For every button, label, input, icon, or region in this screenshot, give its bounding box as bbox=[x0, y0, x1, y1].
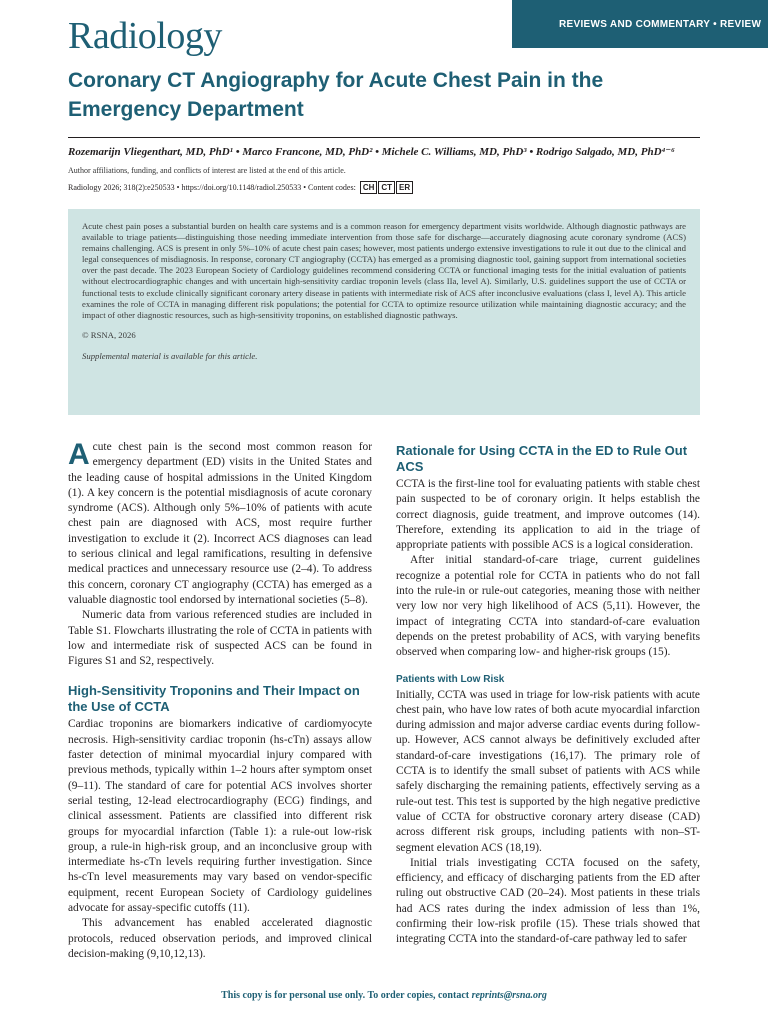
paragraph: This advancement has enabled accelerated diagnostic protocols, reduced observation periods, and improved clinical decision-making (9,10,12,13). bbox=[68, 917, 372, 960]
paragraph bbox=[68, 440, 372, 608]
supplemental-note: Supplemental material is available for this article. bbox=[82, 350, 258, 361]
abstract-box bbox=[68, 209, 700, 415]
abstract-copyright: © RSNA, 2026 bbox=[82, 329, 136, 340]
title-divider bbox=[68, 137, 700, 138]
article-title: Coronary CT Angiography for Acute Chest Pain in the Emergency Department bbox=[68, 69, 604, 121]
paragraph: Numeric data from various referenced studies are included in Table S1. Flowcharts illustrating the role of CCTA in patients with low and intermediate risk of suspected ACS can be found in Figures S1 and S2, respectively. bbox=[68, 609, 372, 668]
section-heading: High-Sensitivity Troponins and Their Impact on the Use of CCTA bbox=[68, 683, 360, 715]
paragraph: Initial trials investigating CCTA focused on the safety, efficiency, and efficacy of discharging patients from the ED after ruling out obstructive CAD (20–24). Most patients in these trials had ACS rates during the index admission of less than 1%, confirming their low-risk profile (15). These trials showed that integrating CCTA into the standard-of-care pathway led to safer bbox=[396, 856, 700, 946]
footer-notice bbox=[0, 990, 768, 1001]
affiliations-note: Author affiliations, funding, and conflicts of interest are listed at the end of this article. bbox=[68, 166, 346, 175]
content-code-badge[interactable]: CT bbox=[378, 181, 395, 194]
footer-text: This copy is for personal use only. To order copies, contact bbox=[221, 990, 470, 1001]
abstract-text: Acute chest pain poses a substantial burden on health care systems and is a common reason for emergency department visits worldwide. Although diagnostic pathways are available to triage patients—distinguishing those needing immediate intervention from those safe for discharge—accurately diagnosing acute coronary syndrome (ACS) remains challenging. ACS is present in only 5%–10% of acute chest pain cases; however, most patients undergo extensive investigations to rule it out due to the clinical and legal consequences of misdiagnosis. In response, coronary CT angiography (CCTA) has emerged as a promising diagnostic tool, gaining support from international societies over the past decade. The 2023 European Society of Cardiology guidelines recommend considering CCTA or functional imaging tests for the initial evaluation of patients without electrocardiographic changes and with uncertain high-sensitivity cardiac troponin levels (class IIa, level A). Similarly, U.S. guidelines support the use of CCTA or functional tests to exclude clinically significant coronary artery disease in patients with intermediate risk of ACS after inconclusive evaluations (class I, level A). This article examines the role of CCTA in managing different risk populations; the potential for CCTA to optimize resource utilization while maintaining diagnostic accuracy; and the impact of other diagnostic resources, such as high-sensitivity troponins, on established diagnostic pathways. bbox=[82, 221, 686, 320]
subsection-heading: Patients with Low Risk bbox=[396, 673, 505, 685]
author-list: Rozemarijn Vliegenthart, MD, PhD¹ • Marco Francone, MD, PhD² • Michele C. Williams, MD, PhD³ • Rodrigo Salgado, MD, PhD⁴⁻⁶ bbox=[68, 146, 675, 158]
paragraph: Cardiac troponins are biomarkers indicative of cardiomyocyte necrosis. High-sensitivity cardiac troponin (hs-cTn) assays allow faster detection of minimal myocardial injury compared with previous methods, typically within 1–2 hours after symptom onset (9–11). The standard of care for potential ACS involves shorter serial testing, 12-lead electrocardiography (ECG) findings, and clinical assessment. Patients are classified into different risk groups for myocardial infarction (Table 1): a rule-out low-risk group, a rule-in high-risk group, and an inconclusive group with intermediate hs-cTn levels requiring further investigation. Since hs-cTn level measurements may vary based on vendor-specific equipment, recent European Society of Cardiology guidelines advocate for assay-specific cutoffs (11). bbox=[68, 718, 372, 915]
content-code-badge[interactable]: ER bbox=[396, 181, 413, 194]
citation-text: Radiology 2026; 318(2):e250533 • https://doi.org/10.1148/radiol.250533 • Content codes: bbox=[68, 183, 356, 192]
paragraph: Initially, CCTA was used in triage for low-risk patients with acute chest pain, who have low rates of both acute myocardial infarction during admission and major adverse cardiac events during follow-up. However, ACS cannot always be definitively excluded after standard-of-care investigations (16,17). The primary role of CCTA is to identify the small subset of patients with ACS while safely discharging the remaining patients, effectively serving as a rule-out test. This test is supported by the high negative predictive value of CCTA for obstructive coronary artery disease (CAD) across different risk groups, including patients with non–ST-segment elevation ACS (18,19). bbox=[396, 688, 700, 854]
citation-line bbox=[68, 181, 413, 194]
paragraph: After initial standard-of-care triage, current guidelines recognize a potential role for CCTA in patients who do not fall into the rule-in or rule-out categories, meaning those with neither very low nor very high likelihood of ACS (5,11). However, the impact of integrating CCTA into standard-of-care evaluation depends on the pretest probability of ACS, with varying benefits observed when comparing low- and higher-risk groups (15). bbox=[396, 554, 700, 659]
reprints-email-link[interactable]: reprints@rsna.org bbox=[471, 990, 547, 1001]
paragraph-text: cute chest pain is the second most common reason for emergency department (ED) visits in the United States and the leading cause of hospital admissions in the United Kingdom (1). A key concern is the potential misdiagnosis of acute coronary syndrome (ACS). Although only 5%–10% of patients with acute chest pain are diagnosed with ACS, most require further investigation to exclude it (2). Incorrect ACS diagnoses can lead to serious clinical and legal ramifications, resulting in defensive medical practices and unnecessary resource use (2–4). To address this concern, coronary CT angiography (CCTA) has emerged as a valuable diagnostic tool endorsed by international societies (5–8). bbox=[68, 441, 372, 606]
body-column-right bbox=[396, 440, 700, 948]
journal-logo: Radiology bbox=[68, 15, 222, 57]
drop-cap: A bbox=[68, 438, 90, 471]
article-type-banner: REVIEWS AND COMMENTARY • REVIEW bbox=[512, 0, 768, 48]
section-heading: Rationale for Using CCTA in the ED to Rule Out ACS bbox=[396, 443, 688, 474]
body-column-left bbox=[68, 440, 372, 962]
content-code-badge[interactable]: CH bbox=[360, 181, 378, 194]
paragraph: CCTA is the first-line tool for evaluating patients with stable chest pain suspected to be of coronary origin. It helps establish the correct diagnosis, guide treatment, and improve outcomes (14). Therefore, extending its application to aid in the triage of appropriate patients with possible ACS is a logical consideration. bbox=[396, 478, 700, 552]
